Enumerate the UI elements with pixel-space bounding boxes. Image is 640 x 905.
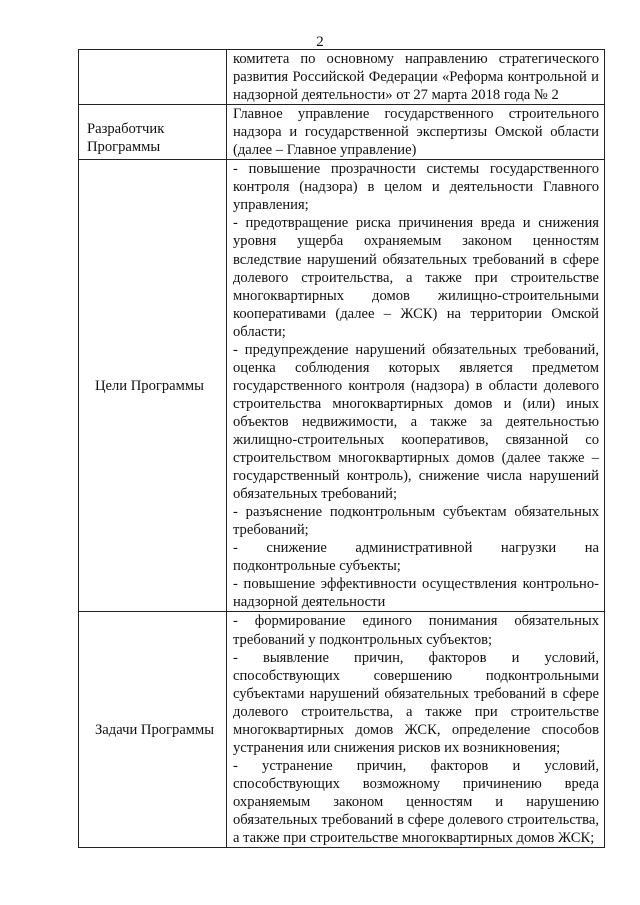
page-number: 2 [316,34,324,50]
paragraph: Главное управление государственного строительного надзора и государственной экспертизы Омской области (далее – Главное управление) [233,106,599,159]
row-label-developer [79,105,227,160]
table-row-developer [79,105,605,160]
task-item: - выявление причин, факторов и условий, способствующих совершению подконтрольными субъектами нарушений обязательных требований в сфере долевого строительства, а также при строительстве многоквартирных домов ЖСК, определение способов устранения или снижения рисков их возникновения; [233,649,599,756]
table-row-goals [79,160,605,612]
table-row-tasks [79,612,605,848]
tasks-label-text: Задачи Программы [95,721,215,738]
row-content-goals [227,160,605,612]
goal-item: - повышение эффективности осуществления контрольно-надзорной деятельности [233,576,599,611]
program-passport-table [78,49,605,848]
developer-label-text: Разработчик Программы [87,121,165,156]
goals-label-text: Цели Программы [95,377,204,394]
row-label-goals [79,160,227,612]
table-row-basis-continued [79,50,605,105]
row-content-tasks [227,612,605,848]
goal-item: - предотвращение риска причинения вреда и снижения уровня ущерба охраняемым законом ценностям вследствие нарушений обязательных требований в сфере долевого строительства, а также при строительстве многоквартирных домов жилищно-строительными кооперативами (далее – ЖСК) на территории Омской области; [233,215,599,340]
goal-item: - снижение административной нагрузки на подконтрольные субъекты; [233,540,599,575]
row-label-empty [79,50,227,105]
goal-item: - повышение прозрачности системы государственного контроля (надзора) в целом и деятельности Главного управления; [233,161,599,214]
row-content-developer [227,105,605,160]
task-item: - формирование единого понимания обязательных требований у подконтрольных субъектов; [233,613,599,648]
row-content-basis [227,50,605,105]
task-item: - устранение причин, факторов и условий, способствующих возможному причинению вреда охраняемым законом ценностям и нарушению обязательных требований в сфере долевого строительства, а также при строительстве многоквартирных домов ЖСК; [233,757,599,847]
paragraph: комитета по основному направлению стратегического развития Российской Федерации «Реформа контрольной и надзорной деятельности» от 27 марта 2018 года № 2 [233,51,599,104]
goal-item: - предупреждение нарушений обязательных требований, оценка соблюдения которых является предметом государственного контроля (надзора) в области долевого строительства многоквартирных домов и (или) иных объектов недвижимости, а также за деятельностью жилищно-строительных кооперативов, связанной со строительством многоквартирных домов (далее также – государственный контроль), снижение числа нарушений обязательных требований; [233,341,599,503]
goal-item: - разъяснение подконтрольным субъектам обязательных требований; [233,504,599,539]
row-label-tasks [79,612,227,848]
